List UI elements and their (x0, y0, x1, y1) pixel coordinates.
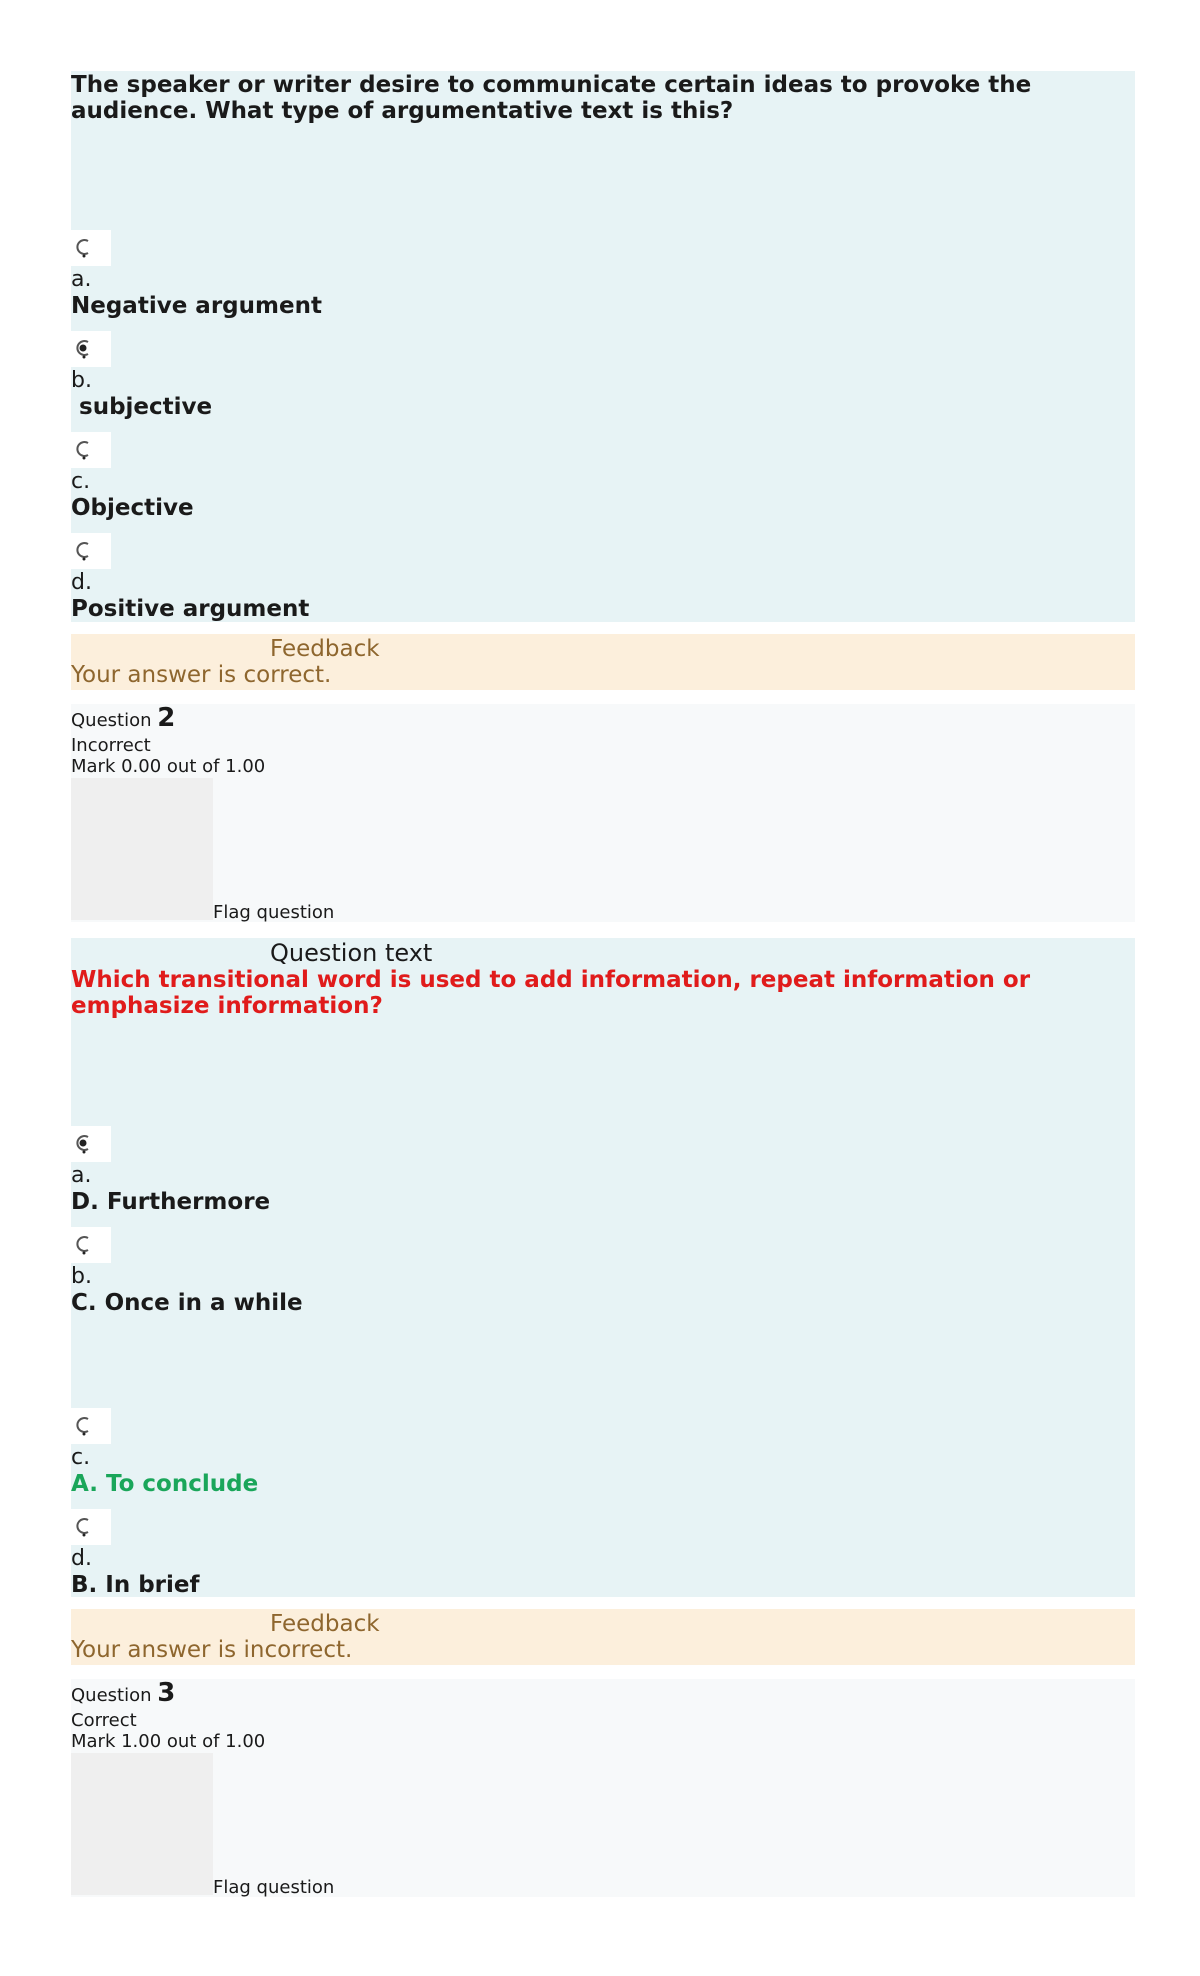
q2-option-c-label[interactable]: A. To conclude (71, 1471, 259, 1497)
q2-option-d-label[interactable]: B. In brief (71, 1572, 200, 1598)
question-3-grade: Mark 1.00 out of 1.00 (71, 1731, 266, 1752)
q2-option-a-radio[interactable] (71, 1126, 111, 1162)
radio-unchecked-icon (74, 439, 94, 461)
radio-unchecked-icon (74, 1516, 94, 1538)
radio-unchecked-icon (74, 1415, 94, 1437)
question-2-info (71, 704, 1135, 922)
question-2-number: 2 (157, 703, 176, 733)
radio-unchecked-icon (74, 540, 94, 562)
q1-option-b-label[interactable]: subjective (71, 394, 213, 420)
q1-option-a-label[interactable]: Negative argument (71, 293, 322, 319)
q1-option-d-letter: d. (71, 570, 92, 595)
q1-option-b-letter: b. (71, 368, 92, 393)
question-1-content (71, 71, 1135, 622)
radio-unchecked-icon (74, 1234, 94, 1256)
q2-feedback-title: Feedback (270, 1611, 380, 1637)
question-3-heading (71, 1678, 176, 1708)
q1-option-a-letter: a. (71, 267, 92, 292)
radio-unchecked-icon (74, 237, 94, 259)
q2-option-d-letter: d. (71, 1546, 92, 1571)
question-1-text: The speaker or writer desire to communicate certain ideas to provoke the audience. What type of argumentative text is this? (71, 72, 1032, 124)
question-2-flag-icon[interactable] (71, 778, 213, 920)
q2-option-b-label[interactable]: C. Once in a while (71, 1290, 303, 1316)
question-2-grade: Mark 0.00 out of 1.00 (71, 756, 266, 777)
question-2-text: Which transitional word is used to add information, repeat information or emphasize information? (71, 967, 1031, 1019)
question-2-state: Incorrect (71, 735, 151, 756)
q1-feedback-text: Your answer is correct. (71, 662, 332, 688)
q1-option-c-radio[interactable] (71, 432, 111, 468)
q1-option-c-letter: c. (71, 469, 91, 494)
q2-option-a-letter: a. (71, 1163, 92, 1188)
q1-feedback-title: Feedback (270, 636, 380, 662)
q2-feedback-text: Your answer is incorrect. (71, 1637, 353, 1663)
q2-option-c-radio[interactable] (71, 1408, 111, 1444)
q1-option-d-radio[interactable] (71, 533, 111, 569)
question-2-flag-label[interactable]: Flag question (213, 902, 335, 923)
question-2-label: Question (71, 710, 152, 731)
q2-option-b-letter: b. (71, 1264, 92, 1289)
q2-option-a-label[interactable]: D. Furthermore (71, 1189, 271, 1215)
q2-option-c-letter: c. (71, 1445, 91, 1470)
question-3-number: 3 (157, 1678, 176, 1708)
question-3-flag-label[interactable]: Flag question (213, 1877, 335, 1898)
question-3-state: Correct (71, 1710, 137, 1731)
radio-checked-icon (74, 338, 94, 360)
q1-option-b-radio[interactable] (71, 331, 111, 367)
radio-checked-icon (74, 1133, 94, 1155)
q2-option-b-radio[interactable] (71, 1227, 111, 1263)
q1-option-c-label[interactable]: Objective (71, 495, 194, 521)
question-2-text-header-bar (71, 938, 1135, 968)
question-2-text-header: Question text (270, 939, 433, 967)
question-3-flag-icon[interactable] (71, 1753, 213, 1895)
question-3-info (71, 1679, 1135, 1897)
q2-option-d-radio[interactable] (71, 1509, 111, 1545)
q1-option-d-label[interactable]: Positive argument (71, 596, 310, 622)
q1-option-a-radio[interactable] (71, 230, 111, 266)
question-2-heading (71, 703, 176, 733)
question-3-label: Question (71, 1685, 152, 1706)
question-2-content (71, 968, 1135, 1597)
